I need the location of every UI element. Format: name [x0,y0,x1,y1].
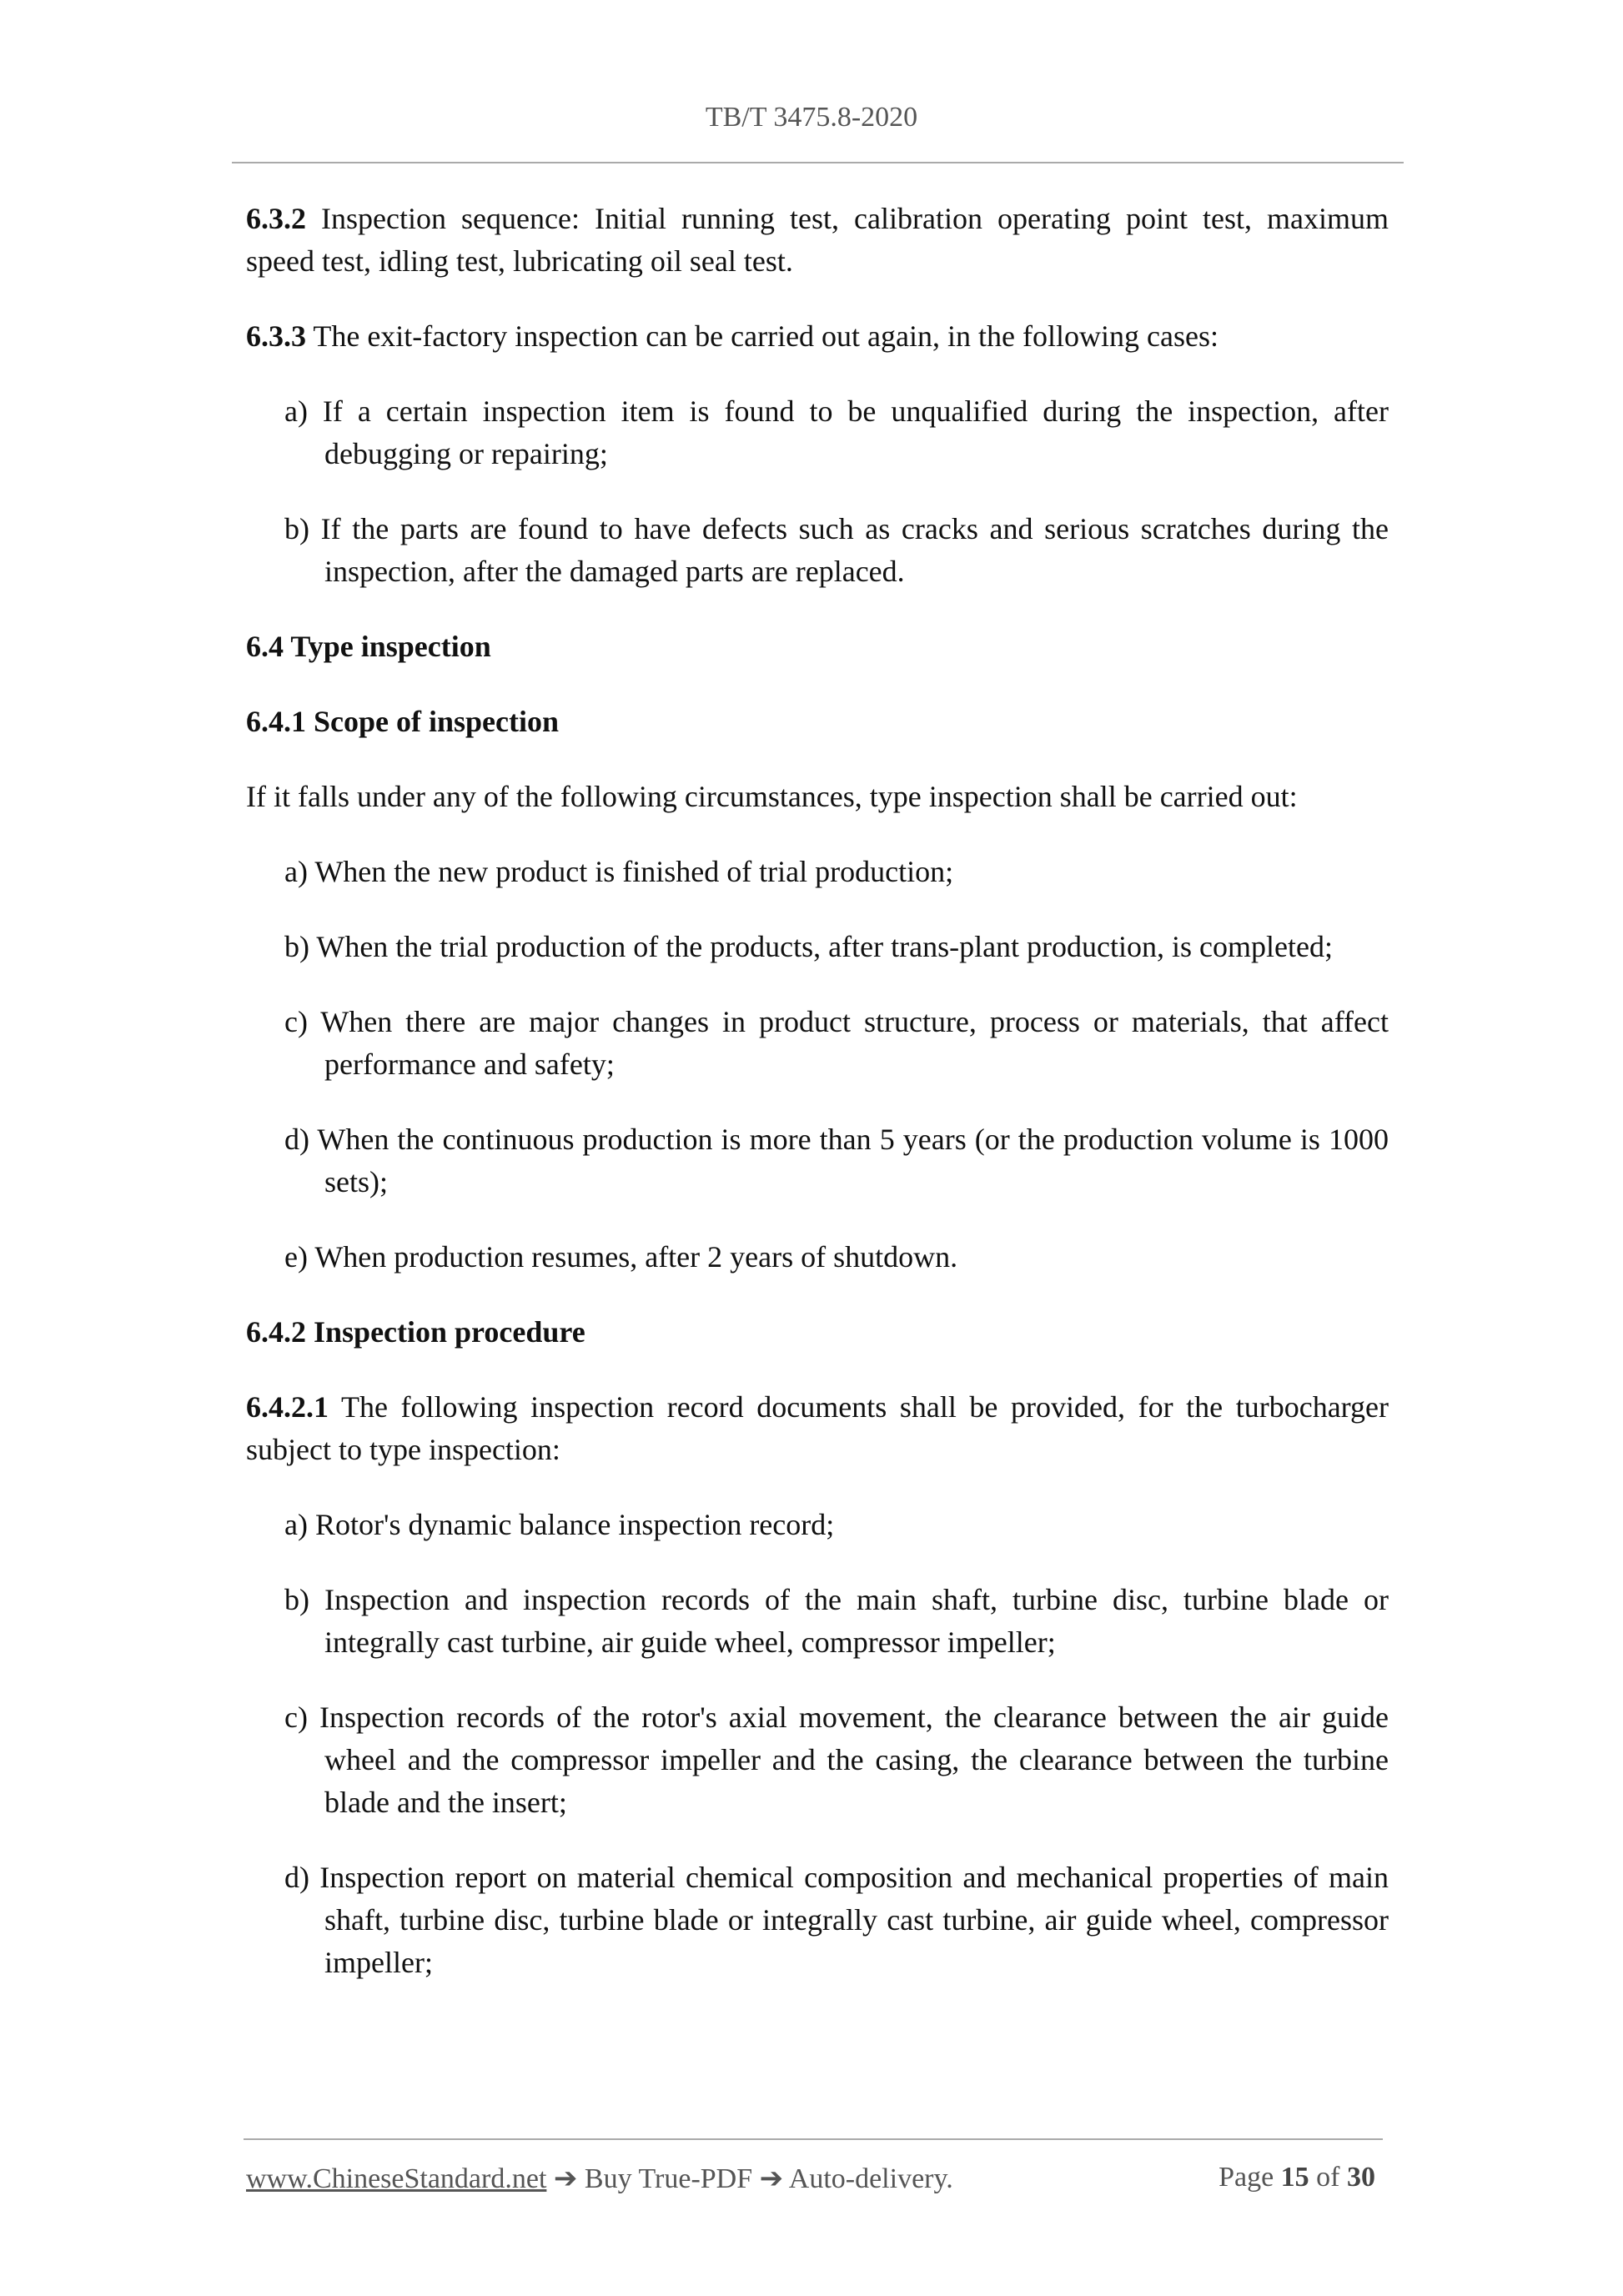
list-item [284,1504,1389,1546]
of-label: of [1316,2162,1340,2193]
heading-text: 6.4.2 Inspection procedure [246,1315,585,1349]
list-item [284,926,1389,968]
list-item [284,851,1389,893]
paragraph [246,776,1389,818]
clause-text: If it falls under any of the following circumstances, type inspection shall be carried out: [246,780,1298,813]
heading-text: 6.4 Type inspection [246,630,491,663]
footer [246,2162,1375,2195]
page-total: 30 [1347,2162,1375,2193]
clause-text: b) Inspection and inspection records of the main shaft, turbine disc, turbine blade or integrally cast turbine, air guide wheel, compressor impeller; [284,1583,1389,1659]
clause-number: 6.3.3 [246,319,306,353]
list-item [284,390,1389,475]
section-heading [246,625,1389,668]
paragraph [246,198,1389,283]
clause-text: d) Inspection report on material chemical composition and mechanical properties of main shaft, turbine disc, turbine blade or integrally cast turbine, air guide wheel, compressor impeller; [284,1861,1389,1979]
page-label: Page [1219,2162,1274,2193]
paragraph [246,315,1389,358]
clause-text: Inspection sequence: Initial running test, calibration operating point test, maximum speed test, idling test, lubricating oil seal test. [246,202,1389,278]
list-item [284,1696,1389,1824]
clause-text: a) When the new product is finished of trial production; [284,855,954,888]
list-item [284,1001,1389,1086]
list-item [284,508,1389,593]
clause-text: a) Rotor's dynamic balance inspection record; [284,1508,835,1541]
arrow-icon: ➔ [553,2163,578,2194]
list-item [284,1856,1389,1984]
clause-text: a) If a certain inspection item is found to be unqualified during the inspection, after debugging or repairing; [284,394,1389,470]
clause-number: 6.4.2.1 [246,1390,329,1424]
document-header: TB/T 3475.8-2020 [705,102,918,133]
website-link[interactable]: www.ChineseStandard.net [246,2163,547,2194]
page-indicator [1219,2162,1375,2195]
footer-promo [246,2162,953,2195]
clause-text: d) When the continuous production is more than 5 years (or the production volume is 1000 sets); [284,1123,1389,1198]
paragraph [246,1386,1389,1471]
section-heading [246,701,1389,743]
clause-text: c) When there are major changes in product structure, process or materials, that affect performance and safety; [284,1005,1389,1081]
section-heading [246,1311,1389,1354]
heading-text: 6.4.1 Scope of inspection [246,705,560,738]
header-divider [232,162,1404,163]
clause-text: c) Inspection records of the rotor's axial movement, the clearance between the air guide wheel and the compressor impeller and the casing, the clearance between the turbine blade and the insert; [284,1701,1389,1819]
delivery-text: Auto-delivery. [788,2163,953,2194]
list-item [284,1579,1389,1664]
list-item [284,1236,1389,1279]
footer-divider [244,2138,1383,2140]
clause-text: The exit-factory inspection can be carried out again, in the following cases: [313,319,1219,353]
clause-text: b) When the trial production of the products, after trans-plant production, is completed; [284,930,1333,963]
clause-text: e) When production resumes, after 2 years of shutdown. [284,1240,958,1274]
clause-number: 6.3.2 [246,202,306,235]
clause-text: b) If the parts are found to have defects such as cracks and serious scratches during the inspection, after the damaged parts are replaced. [284,512,1389,588]
list-item [284,1118,1389,1203]
page-number: 15 [1280,2162,1309,2193]
document-body [246,198,1389,2017]
arrow-icon: ➔ [759,2163,784,2194]
buy-text: Buy True-PDF [584,2163,753,2194]
clause-text: The following inspection record documents shall be provided, for the turbocharger subject to type inspection: [246,1390,1389,1466]
